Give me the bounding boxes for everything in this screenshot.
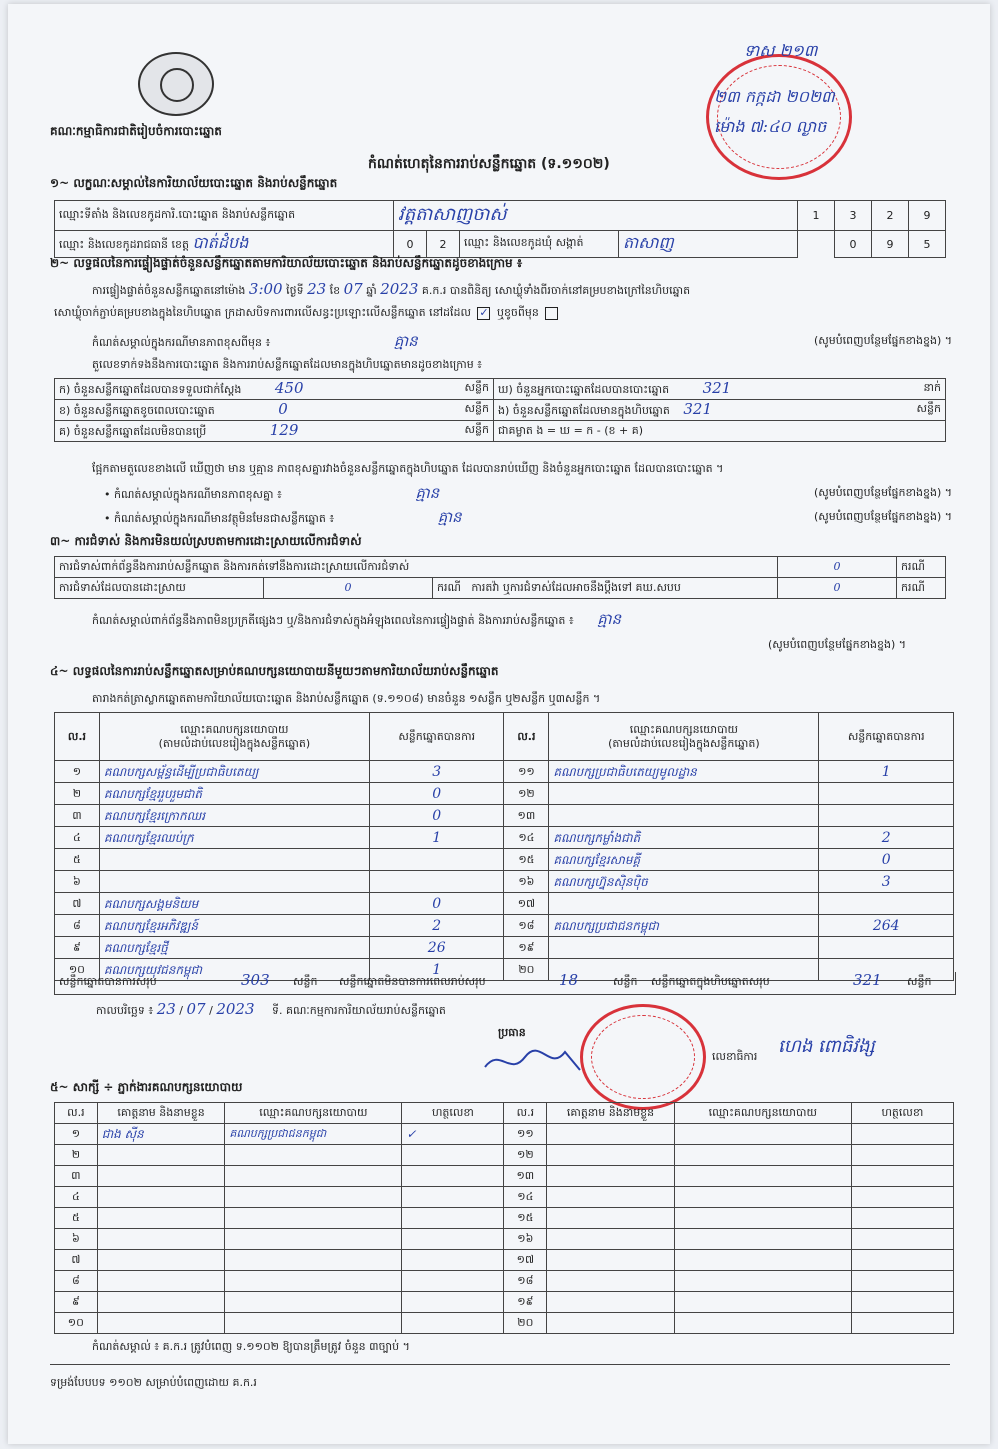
witness-signature <box>851 1145 953 1166</box>
party-votes: 3 <box>369 761 504 783</box>
party-votes: 264 <box>819 915 954 937</box>
witness-row <box>55 1313 954 1334</box>
row-number: ១១ <box>504 1124 547 1145</box>
total-valid-label: សន្លឹកឆ្នោតបានការសរុប <box>59 975 157 988</box>
row-number: ១៦ <box>504 871 549 893</box>
witness-party <box>225 1313 402 1334</box>
witness-name <box>97 1208 225 1229</box>
party-name: គណបក្សខ្មែរក្រោកឈរ <box>99 805 369 827</box>
witness-signature <box>851 1271 953 1292</box>
witness-party <box>225 1229 402 1250</box>
month-label: ខែ <box>329 284 341 297</box>
witness-party <box>225 1250 402 1271</box>
party-votes: 0 <box>369 805 504 827</box>
row-number: ៦ <box>55 1229 98 1250</box>
section4-heading: ៤~ លទ្ធផលនៃការរាប់សន្លឹកឆ្នោតសម្រាប់គណបក្សនយោបាយនីមួយៗតាមការិយាល័យរាប់សន្លឹកឆ្នោត <box>50 664 499 678</box>
total-invalid-label: សន្លឹកឆ្នោតមិនបានការពេលរាប់សរុប <box>339 975 486 988</box>
witness-party <box>674 1313 851 1334</box>
witness-name <box>97 1313 225 1334</box>
witness-signature <box>402 1271 504 1292</box>
party-name: គណបក្សខ្មែរសាមគ្គី <box>549 849 819 871</box>
verification-line1 <box>92 282 952 298</box>
result-row <box>55 937 954 959</box>
party-name <box>99 871 369 893</box>
verification-month: 07 <box>343 280 363 298</box>
party-name <box>99 849 369 871</box>
chair-signature <box>480 1042 590 1082</box>
verification-day: 23 <box>307 280 327 298</box>
secretary-name: ហេង ពោធិវង្ស <box>778 1036 875 1057</box>
seal-note-label: កំណត់សម្គាល់ក្នុងករណីមានភាពខុសពីមុន ៖ <box>92 336 271 349</box>
result-row <box>55 805 954 827</box>
party-name: គណបក្សសម្ព័ន្ធដើម្បីប្រជាធិបតេយ្យ <box>99 761 369 783</box>
witness-signature <box>402 1313 504 1334</box>
row-number: ១០ <box>55 959 100 981</box>
witness-signature <box>851 1208 953 1229</box>
col-no-2: ល.រ <box>504 1103 547 1124</box>
section4-subtitle: តារាងកត់ត្រាស្លាកឆ្នោតតាមការិយាល័យបោះឆ្នោត និងរាប់សន្លឹកឆ្នោត (ទ.១១០៨) មានចំនួន ១សន្លឹក ឬ២សន្លឹក ឬ៣សន្លឹក ។ <box>92 692 601 705</box>
diff-note-label: • កំណត់សម្គាល់ក្នុងករណីមានភាពខុសគ្នា ៖ <box>104 488 282 501</box>
row-number: ៨ <box>55 915 100 937</box>
result-row <box>55 783 954 805</box>
party-votes: 1 <box>369 827 504 849</box>
diff-note-value: គ្មាន <box>415 484 440 502</box>
stamp-note-line3: ម៉ោង ៧:៤០ ល្ងាច <box>714 117 827 136</box>
chair-label: ប្រធាន <box>498 1026 526 1039</box>
seal-status-text: សោឃ្លុំចាក់ភ្ជាប់គម្របខាងក្នុងនៃហិបឆ្នោត ក្រដាសបិទការពារលើសន្ធះប្រឡោះលើសន្លឹកឆ្នោត នៅដដែល <box>54 306 471 319</box>
witness-signature <box>402 1187 504 1208</box>
witness-row <box>55 1124 954 1145</box>
witness-party <box>674 1208 851 1229</box>
figure-value: 0 <box>278 400 288 418</box>
party-name: គណបក្សខ្មែរថ្មី <box>99 937 369 959</box>
figure-row <box>55 400 946 421</box>
party-name: គណបក្សខ្មែរអភិវឌ្ឍន៍ <box>99 915 369 937</box>
nec-logo <box>138 52 214 116</box>
witness-signature <box>851 1124 953 1145</box>
party-votes <box>819 783 954 805</box>
party-name <box>549 937 819 959</box>
ballot-figures-table <box>54 378 946 442</box>
object-note-line <box>104 510 952 526</box>
witness-name: ជាង ស៊ីន <box>97 1124 225 1145</box>
figure-unit: សន្លឹក <box>464 423 489 436</box>
appeal-count: 0 <box>778 578 897 599</box>
witness-row <box>55 1208 954 1229</box>
commune-value: តាសាញ <box>619 231 798 258</box>
witness-signature <box>851 1166 953 1187</box>
witness-name <box>547 1292 675 1313</box>
row-number: ១៣ <box>504 1166 547 1187</box>
row-number: ៧ <box>55 893 100 915</box>
party-votes: 0 <box>819 849 954 871</box>
row-number: ១២ <box>504 783 549 805</box>
row-number: ១៩ <box>504 1292 547 1313</box>
party-name: គណបក្សសង្គមនិយម <box>99 893 369 915</box>
witness-signature <box>402 1292 504 1313</box>
witness-name <box>97 1292 225 1313</box>
resolved-count: 0 <box>264 578 433 599</box>
witness-signature: ✓ <box>402 1124 504 1145</box>
section3-heading: ៣~ ការជំទាស់ និងការមិនយល់ស្របតាមការដោះស្រាយលើការជំទាស់ <box>50 534 362 548</box>
location-code-digit: 2 <box>872 201 909 231</box>
witness-signature <box>402 1250 504 1271</box>
party-name: គណបក្សហ្វ៊ុនស៊ិនប៉ិច <box>549 871 819 893</box>
location-code-digit: 9 <box>909 201 946 231</box>
col-no: ល.រ <box>55 1103 98 1124</box>
row-number: ៣ <box>55 1166 98 1187</box>
figures-intro: តួលេខទាក់ទងនឹងការបោះឆ្នោត និងការរាប់សន្លឹកឆ្នោតដែលមានក្នុងហិបឆ្នោតមានដូចខាងក្រោម ៖ <box>92 358 483 371</box>
row-number: ១៧ <box>504 1250 547 1271</box>
row-number: ១៤ <box>504 1187 547 1208</box>
result-row <box>55 827 954 849</box>
witness-party <box>225 1166 402 1187</box>
witness-row <box>55 1229 954 1250</box>
commune-code-digit: 0 <box>835 231 872 258</box>
section1-heading: ១~ លក្ខណៈសម្គាល់នៃការិយាល័យបោះឆ្នោត និងរាប់សន្លឹកឆ្នោត <box>50 176 338 190</box>
province-code-digit: 2 <box>427 231 460 258</box>
fill-hint: (សូមបំពេញបន្ថែមផ្នែកខាងខ្នង) ។ <box>813 486 952 499</box>
party-votes: 1 <box>369 959 504 981</box>
party-votes: 2 <box>819 827 954 849</box>
witness-name <box>547 1229 675 1250</box>
witness-signature <box>851 1292 953 1313</box>
party-votes: 2 <box>369 915 504 937</box>
col-name-2: គោត្តនាម និងនាមខ្លួន <box>547 1103 675 1124</box>
total-box-value: 321 <box>853 971 882 989</box>
row-number: ១៦ <box>504 1229 547 1250</box>
witness-party <box>674 1187 851 1208</box>
row-number: ៩ <box>55 937 100 959</box>
figure-value: 129 <box>269 421 299 439</box>
intact-checkbox[interactable]: ✓ <box>479 305 489 319</box>
figure-value: 321 <box>683 400 713 418</box>
party-votes <box>819 805 954 827</box>
col-party-sub: (តាមលំដាប់លេខរៀងក្នុងសន្លឹកឆ្នោត) <box>158 736 311 750</box>
row-number: ១៨ <box>504 1271 547 1292</box>
figure-unit: សន្លឹក <box>464 381 489 394</box>
col-party <box>99 713 369 761</box>
witness-name <box>547 1124 675 1145</box>
col-votes: សន្លឹកឆ្នោតបានការ <box>369 713 504 761</box>
witness-name <box>547 1250 675 1271</box>
witness-name <box>547 1166 675 1187</box>
section2-heading: ២~ លទ្ធផលនៃការផ្ទៀងផ្ទាត់ចំនួនសន្លឹកឆ្នោតតាមការិយាល័យបោះឆ្នោត និងរាប់សន្លឹកឆ្នោតដូចខាងក្រោម ៖ <box>50 256 523 270</box>
location-table <box>54 200 946 258</box>
col-name: គោត្តនាម និងនាមខ្លួន <box>97 1103 225 1124</box>
day-label: ថ្ងៃទី <box>286 284 304 297</box>
row-number: ១ <box>55 1124 98 1145</box>
witness-row <box>55 1271 954 1292</box>
witness-party: គណបក្សប្រជាជនកម្ពុជា <box>225 1124 402 1145</box>
row-number: ១៨ <box>504 915 549 937</box>
witness-name <box>97 1187 225 1208</box>
row-number: ១១ <box>504 761 549 783</box>
witness-party <box>225 1187 402 1208</box>
witness-party <box>674 1166 851 1187</box>
result-row <box>55 871 954 893</box>
witness-name <box>547 1187 675 1208</box>
diff-note-line <box>104 486 952 502</box>
row-number: ១៧ <box>504 893 549 915</box>
objections-table <box>54 556 946 599</box>
footnote: កំណត់សម្គាល់ ៖ គ.ក.រ ត្រូវបំពេញ ទ.១១០២ ឱ្យបានត្រឹមត្រូវ ចំនួន ៣ច្បាប់ ។ <box>92 1340 410 1353</box>
col-no: ល.រ <box>55 713 100 761</box>
secretary-label: លេខាធិការ <box>712 1050 758 1063</box>
formula-label: ជាគម្លាត ង = ឃ = ក - (ខ + គ) <box>498 424 643 437</box>
fill-hint: (សូមបំពេញបន្ថែមផ្នែកខាងខ្នង) ។ <box>768 638 907 651</box>
witness-row <box>55 1166 954 1187</box>
row-number: ២ <box>55 783 100 805</box>
party-votes <box>369 849 504 871</box>
row-number: ១៥ <box>504 849 549 871</box>
col-sign: ហត្ថលេខា <box>402 1103 504 1124</box>
witness-party <box>225 1208 402 1229</box>
col-party-sub: (តាមលំដាប់លេខរៀងក្នុងសន្លឹកឆ្នោត) <box>608 736 760 750</box>
witness-party <box>674 1250 851 1271</box>
witness-party <box>674 1124 851 1145</box>
result-row <box>55 915 954 937</box>
party-name: គណបក្សខ្មែររួបរួមជាតិ <box>99 783 369 805</box>
figure-row <box>55 379 946 400</box>
discrepancy-check-line: ផ្អែកតាមតួលេខខាងលើ ឃើញថា មាន ឬគ្មាន ភាពខុសគ្នារវាងចំនួនសន្លឹកឆ្នោតក្នុងហិបឆ្នោត ដែលបានរាប់ឃើញ និងចំនួនអ្នកបោះឆ្នោត ដែលបានបោះឆ្នោត ។ <box>92 462 724 475</box>
witness-party <box>225 1271 402 1292</box>
figure-label: ឃ) ចំនួនអ្នកបោះឆ្នោតដែលបានបោះឆ្នោត <box>498 383 670 396</box>
date-label: កាលបរិច្ឆេទ ៖ <box>96 1004 154 1017</box>
party-name: គណបក្សយុវជនកម្ពុជា <box>99 959 369 981</box>
row-number: ១៩ <box>504 937 549 959</box>
col-party-title: ឈ្មោះគណបក្សនយោបាយ <box>180 722 289 736</box>
figure-label: ក) ចំនួនសន្លឹកឆ្នោតដែលបានទទួលជាក់ស្តែង <box>59 383 242 396</box>
witness-name <box>547 1145 675 1166</box>
object-note-value: គ្មាន <box>437 508 462 526</box>
col-party-title: ឈ្មោះគណបក្សនយោបាយ <box>629 722 739 736</box>
total-unit: សន្លឹក <box>293 975 318 988</box>
party-votes: 26 <box>369 937 504 959</box>
fill-hint: (សូមបំពេញបន្ថែមផ្នែកខាងខ្នង) ។ <box>813 510 952 523</box>
total-box-label: សន្លឹកឆ្នោតក្នុងហិបឆ្នោតសរុប <box>651 975 770 988</box>
row-number: ១០ <box>55 1313 98 1334</box>
witness-signature <box>851 1229 953 1250</box>
total-unit: សន្លឹក <box>613 975 638 988</box>
witness-party <box>674 1229 851 1250</box>
stamp-note-line1: ទាស ២១៣ <box>744 41 818 60</box>
total-valid-value: 303 <box>241 971 270 989</box>
result-row <box>55 893 954 915</box>
province-value: បាត់ដំបង <box>192 233 249 252</box>
witness-party <box>674 1292 851 1313</box>
witness-name <box>547 1313 675 1334</box>
row-number: ៨ <box>55 1271 98 1292</box>
row-number: ៧ <box>55 1250 98 1271</box>
stamp-note-line2: ២៣ កក្កដា ២០២៣ <box>714 87 835 106</box>
witness-party <box>225 1292 402 1313</box>
row-number: ១២ <box>504 1145 547 1166</box>
date-line: កាលបរិច្ឆេទ ៖ 23 / 07 / 2023 ទី. គណៈកម្មការការិយាល័យរាប់សន្លឹកឆ្នោត <box>96 1000 446 1018</box>
verification-line2 <box>54 306 561 320</box>
figure-label: គ) ចំនួនសន្លឹកឆ្នោតដែលមិនបានប្រើ <box>59 425 207 438</box>
row-number: ៥ <box>55 849 100 871</box>
witness-party <box>225 1145 402 1166</box>
row-number: ២០ <box>504 1313 547 1334</box>
totals-row <box>54 972 956 995</box>
party-name: គណបក្សកម្លាំងជាតិ <box>549 827 819 849</box>
results-table <box>54 712 954 981</box>
row-number: ១ <box>55 761 100 783</box>
party-votes: 0 <box>369 783 504 805</box>
party-name: គណបក្សប្រជាធិបតេយ្យមូលដ្ឋាន <box>549 761 819 783</box>
irregularity-note-label: កំណត់សម្គាល់ពាក់ព័ន្ធនឹងភាពមិនប្រក្រតីផ្សេងៗ ឬ/និងការជំទាស់ក្នុងអំឡុងពេលនៃការផ្ទៀងផ្ទាត់ និងការរាប់សន្លឹកឆ្នោត ៖ <box>92 614 574 627</box>
result-row <box>55 761 954 783</box>
fill-hint: (សូមបំពេញបន្ថែមផ្នែកខាងខ្នង) ។ <box>813 334 952 347</box>
appeal-label: ការតវ៉ា ឬការជំទាស់ដែលអាចនឹងប្តឹងទៅ គឃ.សបប <box>471 581 681 594</box>
row-number: ២០ <box>504 959 549 981</box>
col-sign-2: ហត្ថលេខា <box>851 1103 953 1124</box>
document-page <box>8 4 990 1444</box>
result-row <box>55 849 954 871</box>
footer-divider <box>50 1364 950 1365</box>
party-votes <box>819 893 954 915</box>
figure-row <box>55 421 946 442</box>
date-year: 2023 <box>216 1000 255 1018</box>
row-number: ២ <box>55 1145 98 1166</box>
seal-note-line <box>92 334 952 350</box>
damaged-checkbox[interactable] <box>545 307 558 320</box>
committee-label: ទី. គណៈកម្មការការិយាល័យរាប់សន្លឹកឆ្នោត <box>272 1004 446 1017</box>
row-number: ៦ <box>55 871 100 893</box>
row-number: ១៣ <box>504 805 549 827</box>
location-code-digit: 1 <box>798 201 835 231</box>
row-number: ៣ <box>55 805 100 827</box>
location-label: ឈ្មោះទីតាំង និងលេខកូដការិ.បោះឆ្នោត និងរាប់សន្លឹកឆ្នោត <box>55 201 394 231</box>
col-votes-2: សន្លឹកឆ្នោតបានការ <box>819 713 954 761</box>
witness-name <box>547 1208 675 1229</box>
document-title: កំណត់ហេតុនៃការរាប់សន្លឹកឆ្នោត (ទ.១១០២) <box>368 156 610 172</box>
objection-unit: ករណី <box>897 557 946 578</box>
section5-heading: ៥~ សាក្សី ÷ ភ្នាក់ងារគណបក្សនយោបាយ <box>50 1080 243 1094</box>
witness-row <box>55 1292 954 1313</box>
appeal-unit: ករណី <box>897 578 946 599</box>
commune-label: ឈ្មោះ និងលេខកូដឃុំ សង្កាត់ <box>460 231 619 258</box>
year-label: ឆ្នាំ <box>366 284 377 297</box>
figure-unit: សន្លឹក <box>464 402 489 415</box>
witness-row <box>55 1187 954 1208</box>
province-label: ឈ្មោះ និងលេខកូដរាជធានី ខេត្ត <box>59 238 189 251</box>
party-votes: 3 <box>819 871 954 893</box>
col-party-2: ឈ្មោះគណបក្សនយោបាយ <box>674 1103 851 1124</box>
row-number: ៤ <box>55 827 100 849</box>
witness-name <box>547 1271 675 1292</box>
witness-signature <box>402 1208 504 1229</box>
resolved-label: ការជំទាស់ដែលបានដោះស្រាយ <box>55 578 264 599</box>
party-votes <box>369 871 504 893</box>
total-invalid-value: 18 <box>559 971 579 989</box>
figure-unit: សន្លឹក <box>916 402 941 415</box>
witness-row <box>55 1250 954 1271</box>
witness-signature <box>402 1145 504 1166</box>
date-month: 07 <box>186 1000 206 1018</box>
objection-count: 0 <box>778 557 897 578</box>
figure-value: 450 <box>274 379 304 397</box>
col-party-2 <box>549 713 819 761</box>
figure-value: 321 <box>702 379 732 397</box>
date-day: 23 <box>156 1000 176 1018</box>
party-votes: 1 <box>819 761 954 783</box>
witness-signature <box>851 1187 953 1208</box>
damaged-label: ឬខូចពីមុន <box>496 306 539 319</box>
witness-name <box>97 1145 225 1166</box>
party-name <box>549 893 819 915</box>
total-unit: សន្លឹក <box>907 975 932 988</box>
witness-signature <box>402 1166 504 1187</box>
commune-code-digit: 9 <box>872 231 909 258</box>
party-name <box>549 805 819 827</box>
witness-name <box>97 1166 225 1187</box>
verification-text: ការផ្ទៀងផ្ទាត់ចំនួនសន្លឹកឆ្នោតនៅម៉ោង <box>92 284 246 297</box>
witness-row <box>55 1145 954 1166</box>
party-name: គណបក្សប្រជាជនកម្ពុជា <box>549 915 819 937</box>
party-name: គណបក្សខ្មែរឈប់ក្រ <box>99 827 369 849</box>
witness-name <box>97 1229 225 1250</box>
witness-signature <box>402 1229 504 1250</box>
location-code-digit: 3 <box>835 201 872 231</box>
witness-party <box>674 1145 851 1166</box>
witness-name <box>97 1250 225 1271</box>
verification-year: 2023 <box>380 280 419 298</box>
party-name <box>549 783 819 805</box>
irregularity-note-line <box>92 612 952 628</box>
figure-label: ង) ចំនួនសន្លឹកឆ្នោតដែលមានក្នុងហិបឆ្នោត <box>498 404 670 417</box>
figure-label: ខ) ចំនួនសន្លឹកឆ្នោតខូចពេលបោះឆ្នោត <box>59 404 215 417</box>
seal-note-value: គ្មាន <box>393 332 418 350</box>
resolved-unit: ករណី <box>437 581 461 594</box>
commune-code-digit: 5 <box>909 231 946 258</box>
official-stamp-bottom <box>580 1004 706 1110</box>
witness-signature <box>851 1250 953 1271</box>
province-code-digit: 0 <box>394 231 427 258</box>
row-number: ៤ <box>55 1187 98 1208</box>
figure-unit: នាក់ <box>923 381 941 394</box>
col-party: ឈ្មោះគណបក្សនយោបាយ <box>225 1103 402 1124</box>
verification-text-b: គ.ក.រ បានពិនិត្យ សោឃ្លុំទាំងពីរចាក់នៅគម្របខាងក្រៅនៃហិបឆ្នោត <box>421 284 691 297</box>
row-number: ៥ <box>55 1208 98 1229</box>
row-number: ១៥ <box>504 1208 547 1229</box>
witness-party <box>674 1271 851 1292</box>
row-number: ១៤ <box>504 827 549 849</box>
verification-time: 3:00 <box>248 280 283 298</box>
party-votes <box>819 937 954 959</box>
party-votes: 0 <box>369 893 504 915</box>
witness-signature <box>851 1313 953 1334</box>
row-number: ៩ <box>55 1292 98 1313</box>
objection-label: ការជំទាស់ពាក់ព័ន្ធនឹងការរាប់សន្លឹកឆ្នោត និងការកត់ទៅនឹងការដោះស្រាយលើការជំទាស់ <box>55 557 778 578</box>
col-no-2: ល.រ <box>504 713 549 761</box>
form-note: ទម្រង់បែបបទ ១១០២ សម្រាប់បំពេញដោយ គ.ក.រ <box>50 1376 257 1389</box>
org-name: គណៈកម្មាធិការជាតិរៀបចំការបោះឆ្នោត <box>50 124 222 138</box>
irregularity-note-value: គ្មាន <box>597 610 622 628</box>
object-note-label: • កំណត់សម្គាល់ក្នុងករណីមានវត្ថុមិនមែនជាសន្លឹកឆ្នោត ៖ <box>104 512 335 525</box>
witness-table <box>54 1102 954 1334</box>
location-value: វត្តតាសាញចាស់ <box>394 201 798 231</box>
witness-name <box>97 1271 225 1292</box>
